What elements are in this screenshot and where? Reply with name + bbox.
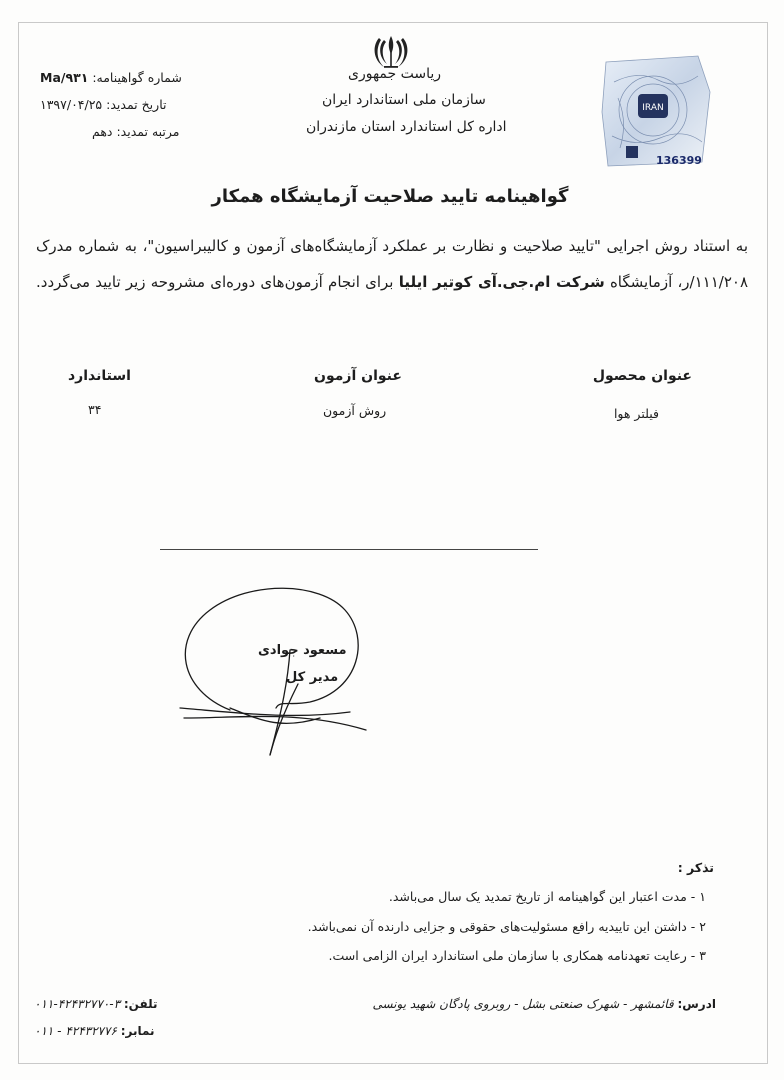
renewal-order-label: مرتبه تمدید: [116,124,180,139]
fax-value: ۴۲۴۳۲۷۷۶ - ۰۱۱ [34,1024,117,1038]
cell-product: فیلتر هوا [613,406,659,421]
column-header-standard: استاندارد [68,368,131,384]
iran-emblem-icon [370,34,412,70]
renewal-order-value: دهم [92,124,113,139]
note-item-2: ۲ - داشتن این تاییدیه رافع مسئولیت‌های حقوقی و جزایی دارنده آن نمی‌باشد. [307,919,706,934]
footer-fax [34,1024,155,1038]
fax-label: نمابر: [120,1024,155,1038]
phone-value: ۳-۴۲۴۳۲۷۷۰-۰۱۱ [34,997,121,1011]
cert-number-value: Ma/۹۳۱ [40,70,89,85]
company-name: شرکت ام.جی.آی کوتیر ایلیا [398,273,605,291]
header-line-1: ریاست جمهوری [348,66,442,82]
cert-number [40,70,182,85]
column-header-test: عنوان آزمون [314,368,402,384]
signatory-title: مدیر کل [286,670,339,685]
hologram-seal-icon [598,52,716,170]
cert-number-label: شماره گواهینامه: [92,70,182,85]
handwritten-signature [170,580,380,770]
body-line-2-suffix: برای انجام آزمون‌های دوره‌ای مشروحه زیر تایید می‌گردد. [36,273,394,291]
renewal-date-value: ۱۳۹۷/۰۴/۲۵ [40,97,103,112]
hologram-serial: 136399 [656,154,702,167]
notes-heading: تذکر : [677,860,714,875]
footer-phone [34,997,158,1011]
cell-test: روش آزمون [323,403,387,418]
signatory-name: مسعود جوادی [258,643,347,658]
column-header-product: عنوان محصول [592,368,692,384]
cell-standard: ۳۴ [88,402,102,417]
address-value: قائمشهر - شهرک صنعتی بشل - روبروی پادگان شهید یونسی [372,997,674,1011]
body-line-2 [36,273,748,291]
body-line-2-prefix: ۱۱۱/۲۰۸/ر، آزمایشگاه [609,273,749,291]
note-item-3: ۳ - رعایت تعهدنامه همکاری با سازمان ملی استاندارد ایران الزامی است. [328,948,706,963]
address-label: ادرس: [677,997,716,1011]
certificate-title: گواهینامه تایید صلاحیت آزمایشگاه همکار [211,186,569,207]
page-border [18,22,768,1064]
phone-label: تلفن: [123,997,158,1011]
svg-text:IRAN: IRAN [642,103,664,113]
body-line-1: به استناد روش اجرایی "تایید صلاحیت و نظارت بر عملکرد آزمایشگاه‌های آزمون و کالیبراسیون"، به شماره مدرک [36,237,748,255]
header-line-3: اداره کل استاندارد استان مازندران [306,119,507,135]
note-item-1: ۱ - مدت اعتبار این گواهینامه از تاریخ تمدید یک سال می‌باشد. [388,889,706,904]
renewal-order [92,124,180,139]
header-line-2: سازمان ملی استاندارد ایران [322,92,486,108]
renewal-date-label: تاریخ تمدید: [106,97,167,112]
signature-divider [160,549,538,550]
renewal-date [40,97,167,112]
footer-address [372,997,716,1011]
